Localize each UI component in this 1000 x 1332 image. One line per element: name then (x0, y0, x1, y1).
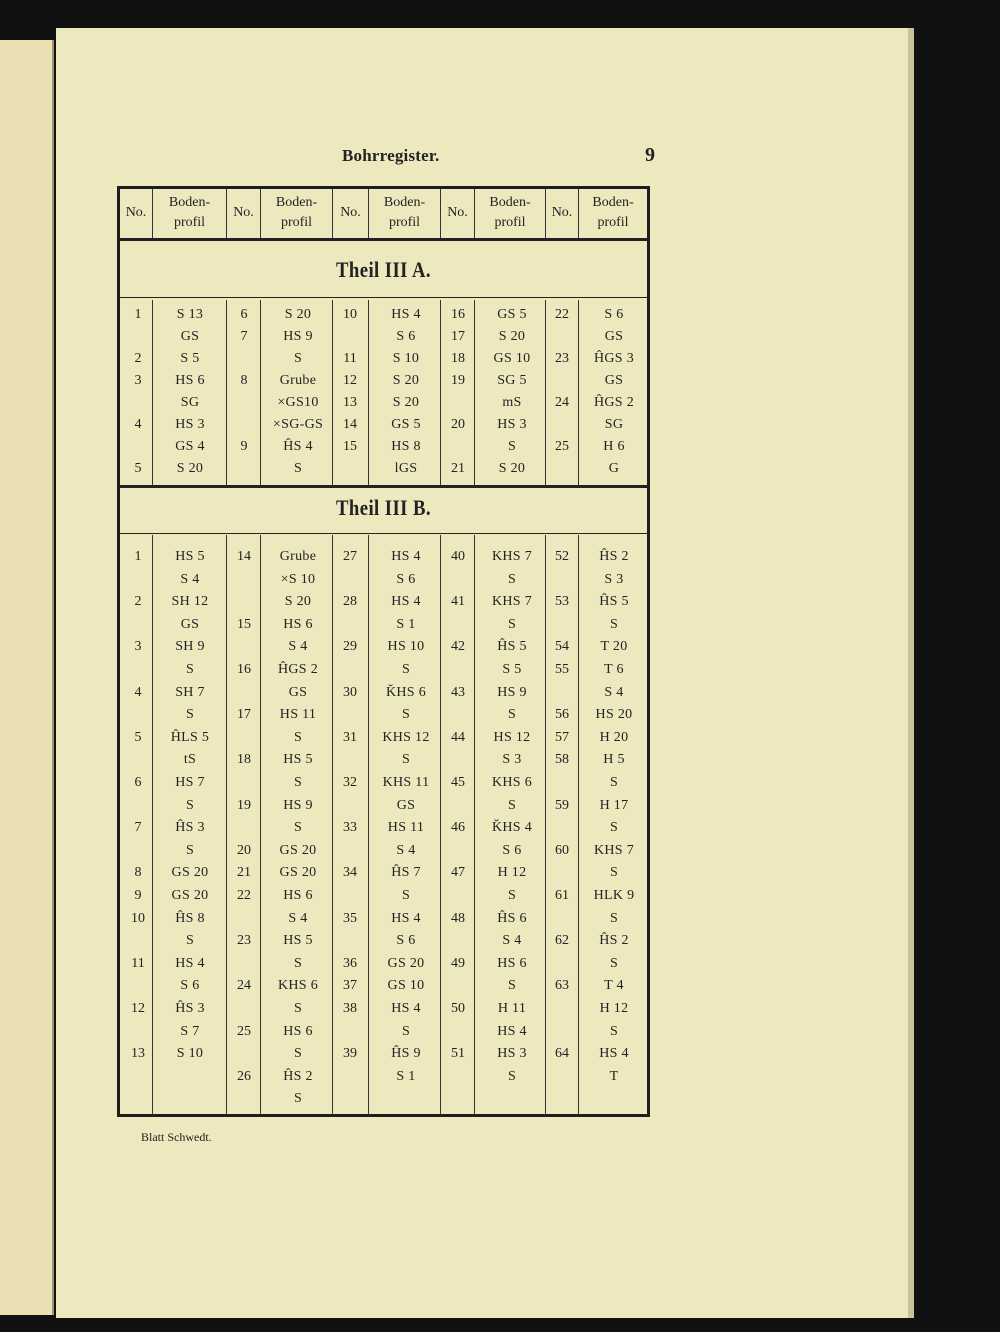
soil-profile: HS 8 (391, 439, 421, 454)
soil-profile: S 1 (396, 616, 416, 632)
soil-profile: S (185, 933, 195, 949)
soil-profile: HS 4 (599, 1046, 629, 1062)
boring-number: 29 (343, 639, 357, 655)
soil-profile: ǨHS 4 (491, 820, 532, 836)
boring-number: 57 (555, 729, 569, 745)
boring-number: 8 (134, 865, 142, 881)
section-title-iii-b: Theil III B. (335, 495, 431, 520)
soil-profile: GS (180, 616, 200, 632)
soil-profile: S (507, 616, 517, 632)
section-rule (120, 533, 647, 534)
boring-number: 47 (451, 865, 465, 881)
soil-profile: GS 20 (279, 865, 317, 881)
soil-profile: S 4 (502, 933, 522, 949)
boring-number: 26 (237, 1068, 251, 1084)
boring-number: 40 (451, 549, 465, 564)
soil-profile: ĤS 3 (175, 820, 205, 836)
header-profil: Boden- profil (489, 195, 531, 230)
soil-profile: S 4 (604, 684, 624, 700)
soil-profile: S 6 (396, 329, 416, 344)
soil-profile: T 20 (600, 639, 628, 655)
soil-profile: S 6 (502, 842, 522, 858)
soil-profile: HS 12 (493, 729, 531, 745)
header-no: No. (233, 205, 254, 220)
soil-profile: S 10 (392, 351, 420, 366)
soil-profile: S (609, 955, 619, 971)
soil-profile: ĤGS 2 (277, 662, 318, 677)
header-no: No. (551, 205, 573, 220)
soil-profile: HS 3 (497, 417, 527, 432)
boring-number: 34 (343, 865, 357, 881)
soil-profile: S (185, 707, 195, 723)
soil-profile: S (185, 842, 195, 858)
sheet-caption: Blatt Schwedt. (141, 1130, 212, 1144)
boring-number: 63 (555, 978, 569, 994)
boring-number: 32 (343, 775, 357, 790)
soil-profile: S (507, 888, 517, 903)
soil-profile: ĤS 2 (599, 549, 629, 564)
soil-profile: HS 4 (175, 955, 205, 971)
boring-number: 46 (451, 820, 465, 836)
soil-profile: GS (288, 684, 308, 700)
soil-profile: S 5 (502, 662, 522, 677)
boring-number: 39 (343, 1046, 357, 1062)
boring-number: 12 (131, 1001, 145, 1016)
boring-number: 37 (343, 978, 357, 994)
soil-profile: S 10 (176, 1046, 204, 1062)
boring-number: 28 (343, 594, 357, 610)
boring-number: 21 (451, 461, 465, 476)
boring-number: 24 (555, 395, 569, 410)
soil-profile: S (507, 707, 517, 723)
header-profil: Boden- profil (168, 195, 211, 230)
soil-profile: S 4 (288, 639, 308, 655)
soil-profile: S (293, 775, 303, 790)
boring-number: 17 (237, 707, 251, 723)
boring-number: 58 (555, 752, 569, 768)
soil-profile: S 5 (180, 351, 200, 366)
soil-profile: HS 10 (387, 639, 425, 655)
soil-profile: ĤGS 2 (593, 395, 634, 410)
soil-profile: ĤS 8 (175, 910, 205, 926)
header-rule (120, 238, 647, 241)
soil-profile: ĤS 9 (391, 1046, 421, 1062)
boring-number: 55 (555, 662, 569, 677)
soil-profile: S (293, 820, 303, 836)
soil-profile: HS 4 (391, 910, 421, 926)
boring-number: 25 (555, 439, 569, 454)
soil-profile: KHS 12 (382, 729, 430, 745)
soil-profile: S (609, 775, 619, 790)
soil-profile: T (609, 1068, 619, 1084)
soil-profile: HS 4 (391, 307, 421, 322)
soil-profile: H 12 (599, 1001, 629, 1016)
soil-profile: tS (183, 752, 197, 768)
soil-profile: S 7 (180, 1023, 200, 1039)
boring-number: 15 (237, 616, 251, 632)
boring-number: 62 (555, 933, 569, 949)
header-no: No. (340, 205, 361, 220)
soil-profile: S (401, 707, 411, 723)
soil-profile: HS 4 (497, 1023, 527, 1039)
boring-number: 13 (131, 1046, 145, 1062)
boring-number: 11 (131, 955, 145, 971)
boring-number: 61 (555, 888, 569, 903)
soil-profile: S 13 (176, 307, 204, 322)
boring-register-table (117, 186, 650, 1117)
boring-number: 14 (237, 549, 251, 564)
boring-number: 4 (134, 417, 142, 432)
soil-profile: SH 9 (175, 639, 205, 655)
soil-profile: S (401, 1023, 411, 1039)
soil-profile: KHS 7 (491, 549, 532, 564)
soil-profile: HS 11 (387, 820, 425, 836)
soil-profile: HS 9 (497, 684, 527, 700)
soil-profile: H 5 (603, 752, 625, 768)
boring-number: 19 (237, 797, 251, 813)
boring-number: 14 (343, 417, 357, 432)
boring-number: 16 (451, 307, 465, 322)
soil-profile: S (293, 1001, 303, 1016)
soil-profile: S (293, 729, 303, 745)
soil-profile: GS (604, 329, 624, 344)
boring-number: 25 (237, 1023, 251, 1039)
soil-profile: S (293, 955, 303, 971)
boring-number: 2 (134, 594, 142, 610)
boring-number: 23 (237, 933, 251, 949)
boring-number: 5 (134, 461, 142, 476)
soil-profile: S 6 (396, 571, 416, 587)
soil-profile: S 6 (180, 978, 200, 994)
soil-profile: HS 5 (283, 933, 313, 949)
soil-profile: S (185, 662, 195, 677)
header-profil: Boden- profil (592, 195, 634, 230)
section-rule (120, 297, 647, 298)
boring-number: 2 (134, 351, 142, 366)
soil-profile: HS 4 (391, 1001, 421, 1016)
soil-profile: GS 5 (391, 417, 421, 432)
soil-profile: GS (396, 797, 416, 813)
soil-profile: S (293, 461, 303, 476)
col-divider (260, 300, 261, 486)
header-profil: Boden- profil (275, 195, 318, 230)
soil-profile: ĤGS 3 (593, 351, 634, 366)
soil-profile: S (507, 1068, 517, 1084)
soil-profile: S 1 (396, 1068, 416, 1084)
soil-profile: S 4 (288, 910, 308, 926)
header-no: No. (447, 205, 468, 220)
boring-number: 22 (237, 888, 251, 903)
soil-profile: S (609, 910, 619, 926)
col-divider (152, 300, 153, 486)
boring-number: 6 (134, 775, 142, 790)
boring-number: 16 (237, 662, 251, 677)
soil-profile: HS 11 (279, 707, 317, 723)
soil-profile: ĤS 5 (497, 639, 527, 655)
soil-profile: Grube (279, 549, 317, 564)
soil-profile: GS 10 (493, 351, 531, 366)
soil-profile: HS 20 (595, 707, 633, 723)
soil-profile: HLK 9 (593, 888, 635, 903)
col-divider (440, 300, 441, 486)
boring-number: 1 (134, 307, 142, 322)
soil-profile: S (401, 888, 411, 903)
boring-number: 52 (555, 549, 569, 564)
col-divider (578, 300, 579, 486)
soil-profile: HS 5 (175, 549, 205, 564)
soil-profile: S (609, 1023, 619, 1039)
soil-profile: KHS 6 (491, 775, 532, 790)
soil-profile: HS 7 (175, 775, 205, 790)
soil-profile: H 12 (497, 865, 527, 881)
soil-profile: T 4 (604, 978, 624, 994)
boring-number: 54 (555, 639, 569, 655)
soil-profile: HS 9 (283, 797, 313, 813)
soil-profile: S 20 (498, 461, 526, 476)
soil-profile: S (293, 351, 303, 366)
soil-profile: HS 6 (283, 888, 313, 903)
soil-profile: HS 3 (497, 1046, 527, 1062)
boring-number: 5 (134, 729, 142, 745)
boring-number: 64 (555, 1046, 569, 1062)
soil-profile: GS 10 (387, 978, 425, 994)
soil-profile: ĤS 4 (283, 439, 313, 454)
soil-profile: S (507, 978, 517, 994)
header-profil: Boden- profil (383, 195, 426, 230)
soil-profile: S (401, 752, 411, 768)
soil-profile: H 6 (603, 439, 625, 454)
boring-number: 7 (134, 820, 142, 836)
soil-profile: GS 20 (387, 955, 425, 971)
soil-profile: H 20 (599, 729, 629, 745)
soil-profile: S (401, 662, 411, 677)
soil-profile: KHS 7 (491, 594, 532, 610)
boring-number: 50 (451, 1001, 465, 1016)
soil-profile: S 3 (604, 571, 624, 587)
soil-profile: GS (180, 329, 200, 344)
col-divider (368, 300, 369, 486)
soil-profile: KHS 6 (277, 978, 318, 994)
boring-number: 21 (237, 865, 251, 881)
boring-number: 27 (343, 549, 357, 564)
section-title-iii-a: Theil III A. (335, 257, 431, 282)
soil-profile: HS 5 (283, 752, 313, 768)
running-head: Bohrregister. (342, 146, 440, 165)
soil-profile: S (609, 616, 619, 632)
soil-profile: ĤS 7 (391, 865, 421, 881)
boring-number: 24 (237, 978, 251, 994)
boring-number: 18 (237, 752, 251, 768)
soil-profile: HS 4 (391, 594, 421, 610)
soil-profile: G (608, 461, 620, 476)
boring-number: 19 (451, 373, 465, 388)
boring-number: 10 (343, 307, 357, 322)
soil-profile: S (609, 865, 619, 881)
soil-profile: HS 6 (497, 955, 527, 971)
boring-number: 48 (451, 910, 465, 926)
soil-profile: S 20 (392, 373, 420, 388)
left-page-edge (0, 40, 54, 1315)
boring-number: 7 (240, 329, 248, 344)
boring-number: 42 (451, 639, 465, 655)
soil-profile: GS 20 (279, 842, 317, 858)
boring-number: 41 (451, 594, 465, 610)
soil-profile: KHS 11 (382, 775, 430, 790)
soil-profile: HS 6 (175, 373, 205, 388)
boring-number: 13 (343, 395, 357, 410)
soil-profile: ĤS 6 (497, 910, 527, 926)
boring-number: 4 (134, 684, 142, 700)
soil-profile: SH 12 (171, 594, 209, 610)
soil-profile: S (185, 797, 195, 813)
boring-number: 33 (343, 820, 357, 836)
soil-profile: ×S 10 (280, 571, 316, 587)
soil-profile: HS 6 (283, 1023, 313, 1039)
soil-profile: SG (180, 395, 200, 410)
col-divider (545, 300, 546, 486)
soil-profile: HS 9 (283, 329, 313, 344)
soil-profile: S 20 (392, 395, 420, 410)
boring-number: 30 (343, 684, 357, 700)
soil-profile: S 20 (284, 594, 312, 610)
boring-number: 45 (451, 775, 465, 790)
soil-profile: T 6 (604, 662, 624, 677)
boring-number: 20 (237, 842, 251, 858)
soil-profile: ĤS 2 (283, 1068, 313, 1084)
col-divider (226, 300, 227, 486)
soil-profile: lGS (394, 461, 418, 476)
boring-number: 51 (451, 1046, 465, 1062)
boring-number: 3 (134, 373, 142, 388)
soil-profile: S (609, 820, 619, 836)
boring-number: 53 (555, 594, 569, 610)
boring-number: 1 (134, 549, 142, 564)
boring-number: 9 (240, 439, 248, 454)
boring-number: 8 (240, 373, 248, 388)
boring-number: 6 (240, 307, 248, 322)
soil-profile: S 6 (604, 307, 624, 322)
soil-profile: Grube (279, 373, 317, 388)
soil-profile: H 17 (599, 797, 629, 813)
boring-number: 17 (451, 329, 465, 344)
soil-profile: ǨHS 6 (385, 684, 426, 700)
soil-profile: GS (604, 373, 624, 388)
soil-profile: KHS 7 (593, 842, 634, 858)
boring-number: 20 (451, 417, 465, 432)
soil-profile: SH 7 (175, 684, 205, 700)
soil-profile: S 3 (502, 752, 522, 768)
soil-profile: ĤS 3 (175, 1001, 205, 1016)
soil-profile: S (507, 571, 517, 587)
boring-number: 9 (134, 888, 142, 903)
soil-profile: GS 4 (175, 439, 205, 454)
soil-profile: HS 6 (283, 616, 313, 632)
soil-profile: S 20 (284, 307, 312, 322)
soil-profile: S 6 (396, 933, 416, 949)
soil-profile: S (507, 797, 517, 813)
boring-number: 18 (451, 351, 465, 366)
boring-number: 31 (343, 729, 357, 745)
soil-profile: S (293, 1091, 303, 1107)
boring-number: 3 (134, 639, 142, 655)
boring-number: 44 (451, 729, 465, 745)
boring-number: 15 (343, 439, 357, 454)
boring-number: 11 (343, 351, 357, 366)
col-divider (368, 535, 369, 1115)
soil-profile: SG 5 (497, 373, 527, 388)
soil-profile: GS 20 (171, 888, 209, 903)
boring-number: 60 (555, 842, 569, 858)
boring-number: 22 (555, 307, 569, 322)
soil-profile: GS 5 (497, 307, 527, 322)
soil-profile: S (507, 439, 517, 454)
boring-number: 36 (343, 955, 357, 971)
boring-number: 56 (555, 707, 569, 723)
soil-profile: S (293, 1046, 303, 1062)
header-no: No. (125, 205, 147, 220)
soil-profile: mS (502, 395, 522, 410)
soil-profile: ×GS10 (277, 395, 319, 410)
col-divider (332, 300, 333, 486)
page-edge (908, 28, 914, 1318)
soil-profile: S 20 (498, 329, 526, 344)
page-number: 9 (645, 144, 655, 166)
boring-number: 12 (343, 373, 357, 388)
soil-profile: S 20 (176, 461, 204, 476)
soil-profile: S 4 (396, 842, 416, 858)
soil-profile: HS 4 (391, 549, 421, 564)
boring-number: 38 (343, 1001, 357, 1016)
soil-profile: S 4 (180, 571, 200, 587)
section-rule (120, 485, 647, 488)
boring-number: 23 (555, 351, 569, 366)
soil-profile: ĤS 5 (599, 594, 629, 610)
col-divider (474, 300, 475, 486)
boring-number: 10 (131, 910, 145, 926)
soil-profile: SG (604, 417, 624, 432)
boring-number: 35 (343, 910, 357, 926)
soil-profile: GS 20 (171, 865, 209, 881)
soil-profile: ĤS 2 (599, 933, 629, 949)
soil-profile: ×SG-GS (272, 417, 324, 432)
boring-number: 43 (451, 684, 465, 700)
soil-profile: HS 3 (175, 417, 205, 432)
boring-number: 49 (451, 955, 465, 971)
soil-profile: ĤLS 5 (170, 729, 210, 745)
boring-number: 59 (555, 797, 569, 813)
soil-profile: H 11 (497, 1001, 527, 1016)
